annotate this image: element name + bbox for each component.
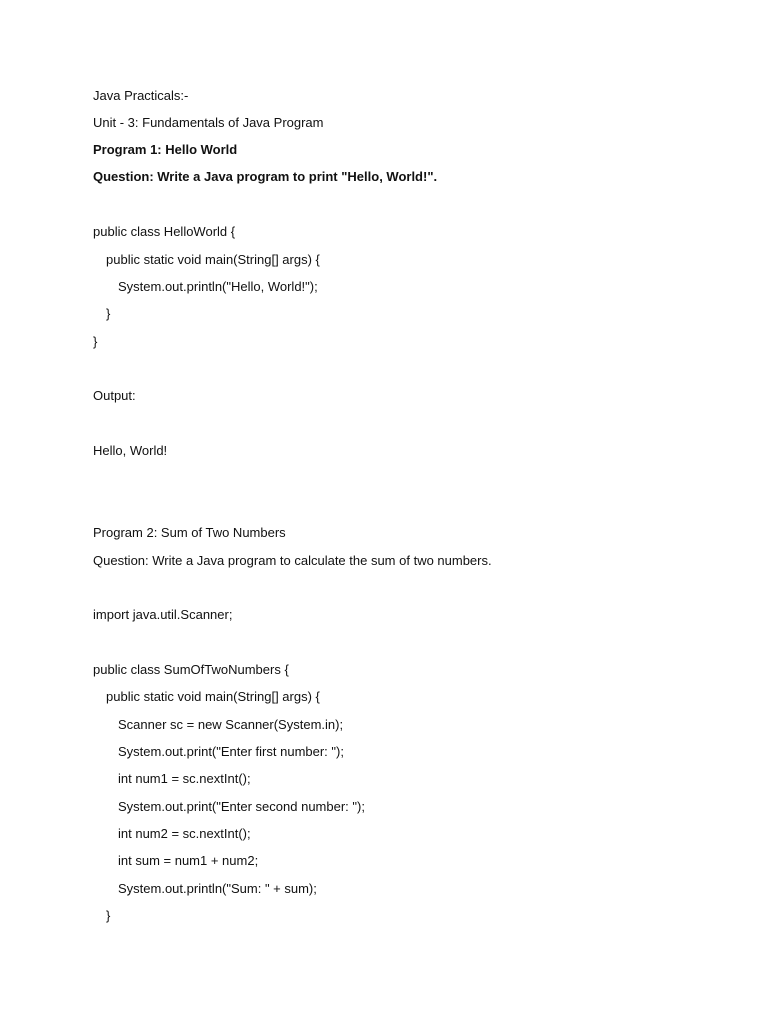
program2-code-line: public static void main(String[] args) { <box>106 689 320 704</box>
program1-heading: Program 1: Hello World <box>93 142 238 157</box>
program2-import-line: import java.util.Scanner; <box>93 607 233 622</box>
program2-code-line: System.out.print("Enter first number: "); <box>118 744 344 759</box>
program2-code-line: public class SumOfTwoNumbers { <box>93 662 289 677</box>
program2-heading: Program 2: Sum of Two Numbers <box>93 525 286 540</box>
program1-output-value: Hello, World! <box>93 443 168 458</box>
program1-code-line: } <box>93 334 98 349</box>
program2-code-line: int sum = num1 + num2; <box>118 853 259 868</box>
program1-code-line: public static void main(String[] args) { <box>106 252 320 267</box>
program1-question: Question: Write a Java program to print "Hello, World!". <box>93 169 438 184</box>
program2-code-line: System.out.print("Enter second number: "); <box>118 799 365 814</box>
program2-code-line: Scanner sc = new Scanner(System.in); <box>118 717 344 732</box>
program2-code-line: System.out.println("Sum: " + sum); <box>118 881 317 896</box>
program2-code-line: int num2 = sc.nextInt(); <box>118 826 251 841</box>
program1-code-line: } <box>106 306 111 321</box>
unit-heading: Unit - 3: Fundamentals of Java Program <box>93 115 324 130</box>
program1-code-line: System.out.println("Hello, World!"); <box>118 279 318 294</box>
program2-code-line: } <box>106 908 111 923</box>
program1-output-label: Output: <box>93 388 136 403</box>
program2-code-line: int num1 = sc.nextInt(); <box>118 771 251 786</box>
program2-question: Question: Write a Java program to calculate the sum of two numbers. <box>93 553 492 568</box>
document-title: Java Practicals:- <box>93 88 189 103</box>
program1-code-line: public class HelloWorld { <box>93 224 236 239</box>
